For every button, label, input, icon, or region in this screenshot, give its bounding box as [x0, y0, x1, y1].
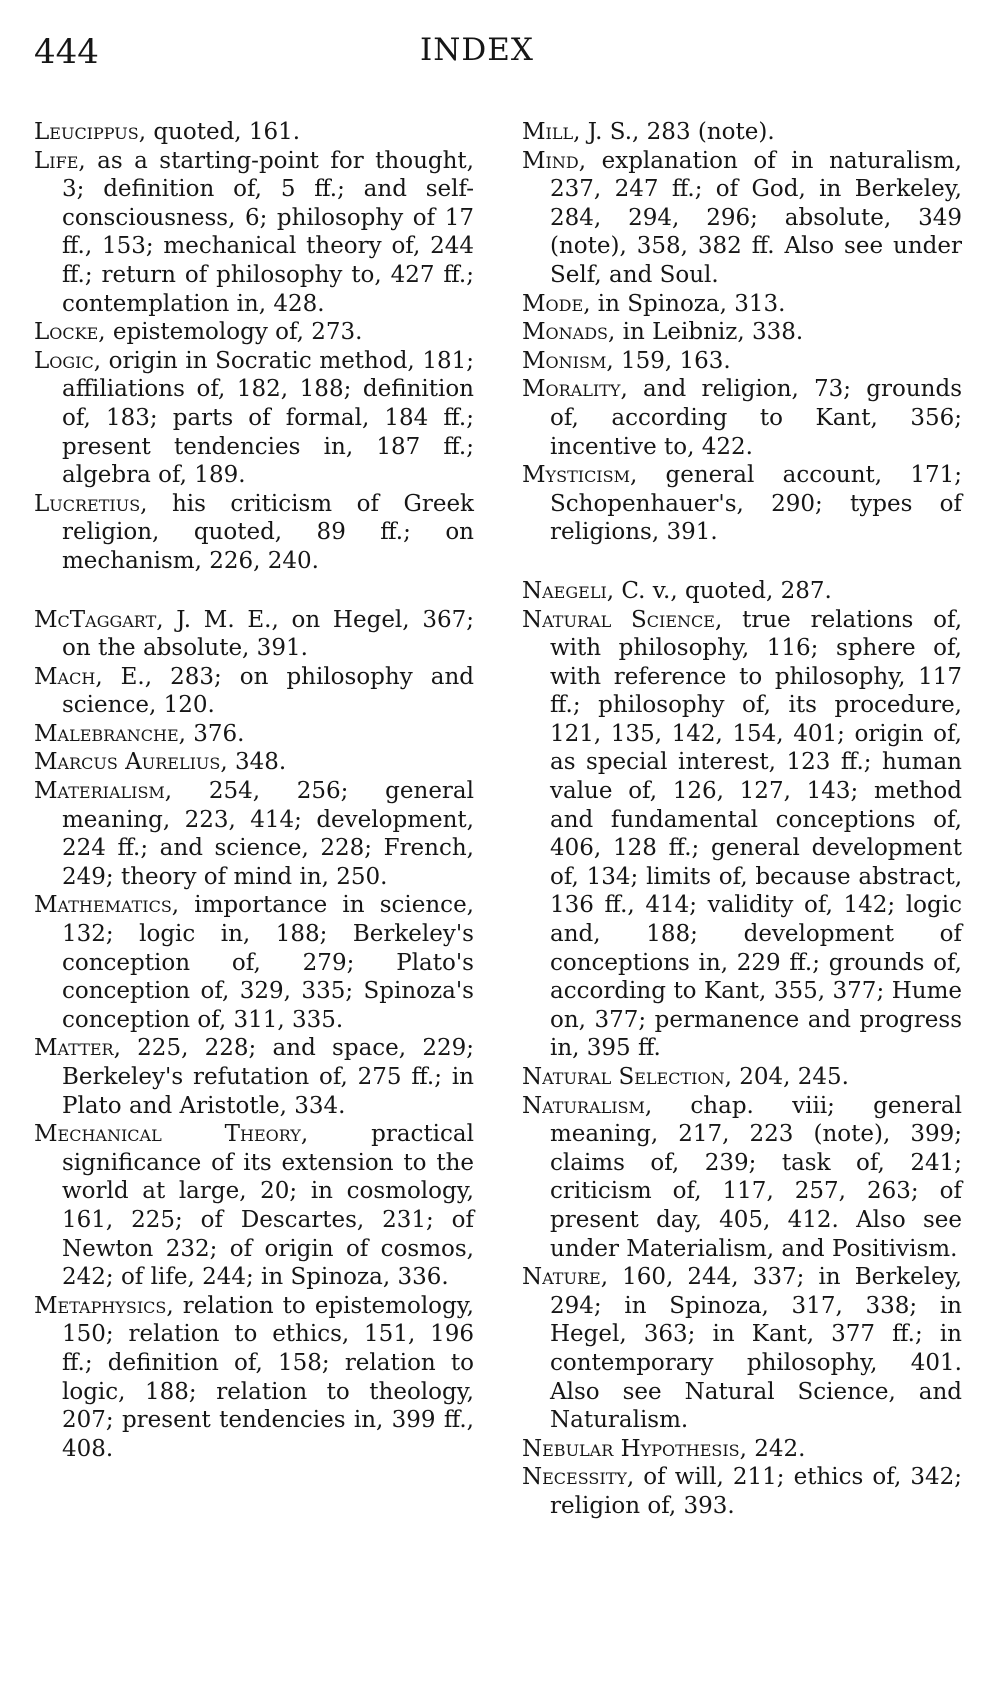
index-headword: Logic [34, 347, 94, 374]
index-references: , relation to epistemology, 150; relation to ethics, 151, 196 ff.; definition of, 158; relation to logic, 188; relation to theology, 207; present tendencies in, 399 ff., 408. [62, 1292, 474, 1462]
index-headword: Life [34, 147, 79, 174]
index-headword: Necessity [522, 1464, 627, 1491]
index-headword: Monads [522, 319, 609, 346]
index-references: , of will, 211; ethics of, 342; religion of, 393. [550, 1464, 962, 1519]
index-headword: Locke [34, 319, 99, 346]
index-entry [34, 663, 474, 720]
index-references: , general account, 171; Schopenhauer's, 290; types of religions, 391. [550, 462, 962, 546]
index-entry [522, 1435, 962, 1464]
index-references: , explanation of in naturalism, 237, 247 ff.; of God, in Berkeley, 284, 294, 296; absolute, 349 (note), 358, 382 ff. Also see under Self, and Soul. [550, 147, 962, 288]
index-references: , 159, 163. [606, 347, 731, 374]
index-references: , J. M. E., on Hegel, 367; on the absolute, 391. [62, 606, 474, 662]
index-headword: Nebular Hypothesis [522, 1435, 740, 1462]
index-references: , epistemology of, 273. [98, 319, 363, 346]
index-headword: Mysticism [522, 462, 630, 489]
index-entry [522, 461, 962, 547]
index-headword: Naegeli [522, 577, 607, 604]
index-references: , 242. [739, 1435, 806, 1462]
index-headword: Matter [34, 1035, 114, 1062]
index-headword: Naturalism [522, 1092, 645, 1119]
index-references: , practical significance of its extension to the world at large, 20; in cosmology, 161, 225; of Descartes, 231; of Newton 232; of origin of cosmos, 242; of life, 244; in Spinoza, 336. [62, 1121, 474, 1291]
index-headword: Mathematics [34, 892, 172, 919]
index-headword: Morality [522, 376, 621, 403]
index-entry [34, 748, 474, 777]
index-references: , 348. [220, 749, 287, 776]
index-headword: Metaphysics [34, 1292, 167, 1319]
index-references: , true relations of, with philosophy, 116; sphere of, with reference to philosophy, 117 ff.; philosophy of, its procedure, 121, 135, 142, 154, 401; origin of, as special interest, 123 ff.; human value of, 126, 127, 143; method and fundamental conceptions of, 406, 128 ff.; general development of, 134; limits of, because abstract, 136 ff., 414; validity of, 142; logic and, 188; development of conceptions in, 229 ff.; grounds of, according to Kant, 355, 377; Hume on, 377; permanence and progress in, 395 ff. [550, 606, 963, 1062]
index-entry [522, 1063, 962, 1092]
index-headword: Natural Selection [522, 1064, 725, 1090]
index-column-right [522, 118, 962, 1521]
index-entry [522, 1092, 962, 1264]
page-header [34, 28, 920, 78]
index-entry [522, 290, 962, 319]
index-entry [522, 118, 962, 147]
index-headword: Mode [522, 290, 584, 317]
index-headword: Malebranche [34, 720, 179, 747]
index-headword: McTaggart [34, 606, 157, 633]
index-entry [522, 147, 962, 290]
index-entry [34, 1034, 474, 1120]
index-references: , origin in Socratic method, 181; affiliations of, 182, 188; definition of, 183; parts of formal, 184 ff.; present tendencies in, 187 ff.; algebra of, 189. [62, 347, 474, 489]
index-entry [522, 1263, 962, 1435]
index-references: , as a starting-point for thought, 3; definition of, 5 ff.; and self-consciousness, 6; philosophy of 17 ff., 153; mechanical theory of, 244 ff.; return of philosophy to, 427 ff.; contemplation in, 428. [62, 147, 474, 317]
index-references: , in Spinoza, 313. [583, 290, 786, 317]
index-headword: Nature [522, 1264, 601, 1291]
index-entry [34, 1292, 474, 1464]
index-entry [34, 1120, 474, 1292]
index-references: , 254, 256; general meaning, 223, 414; development, 224 ff.; and science, 228; French, 249; theory of mind in, 250. [62, 778, 474, 890]
index-entry [522, 347, 962, 376]
index-entry [34, 490, 474, 576]
index-headword: Marcus Aurelius [34, 749, 221, 776]
index-entry [522, 577, 962, 606]
index-entry [34, 720, 474, 749]
index-headword: Materialism [34, 778, 165, 805]
index-entry [34, 777, 474, 891]
page-number: 444 [34, 32, 99, 72]
index-headword: Leucippus [34, 119, 139, 145]
index-entry [522, 606, 962, 1064]
index-references: , 204, 245. [724, 1064, 849, 1090]
index-references: , importance in science, 132; logic in, 188; Berkeley's conception of, 279; Plato's conception of, 329, 335; Spinoza's conception of, 311, 335. [62, 892, 474, 1033]
index-references: , quoted, 161. [138, 119, 301, 145]
index-references: , and religion, 73; grounds of, according to Kant, 356; incentive to, 422. [550, 376, 962, 460]
index-references: , in Leibniz, 338. [608, 319, 804, 346]
index-column-left [34, 118, 474, 1463]
index-entry [34, 118, 474, 147]
index-headword: Lucretius [34, 490, 141, 517]
page-title: INDEX [420, 32, 534, 68]
index-entry [34, 147, 474, 319]
index-entry [522, 375, 962, 461]
index-references: , E., 283; on philosophy and science, 120. [62, 663, 474, 719]
index-headword: Natural Science [522, 606, 715, 633]
index-headword: Mechanical Theory [34, 1121, 301, 1148]
index-references: , C. v., quoted, 287. [606, 577, 832, 604]
index-entry [522, 318, 962, 347]
index-headword: Mind [522, 147, 579, 174]
index-entry [34, 606, 474, 663]
index-references: , his criticism of Greek religion, quoted, 89 ff.; on mechanism, 226, 240. [62, 490, 474, 574]
index-entry [34, 318, 474, 347]
index-references: , 225, 228; and space, 229; Berkeley's refutation of, 275 ff.; in Plato and Aristotle, 334. [62, 1035, 474, 1119]
index-entry [34, 347, 474, 490]
index-references: , J. S., 283 (note). [573, 119, 775, 145]
index-entry [522, 1463, 962, 1520]
index-headword: Mach [34, 663, 96, 690]
index-headword: Monism [522, 347, 607, 374]
index-entry [34, 891, 474, 1034]
index-references: , chap. viii; general meaning, 217, 223 (note), 399; claims of, 239; task of, 241; criticism of, 117, 257, 263; of present day, 405, 412. Also see under Materialism, and Positivism. [550, 1092, 962, 1262]
index-references: , 160, 244, 337; in Berkeley, 294; in Spinoza, 317, 338; in Hegel, 363; in Kant, 377 ff.; in contemporary philosophy, 401. Also see Natural Science, and Naturalism. [550, 1264, 962, 1434]
index-references: , 376. [178, 720, 245, 747]
index-headword: Mill [522, 119, 574, 145]
